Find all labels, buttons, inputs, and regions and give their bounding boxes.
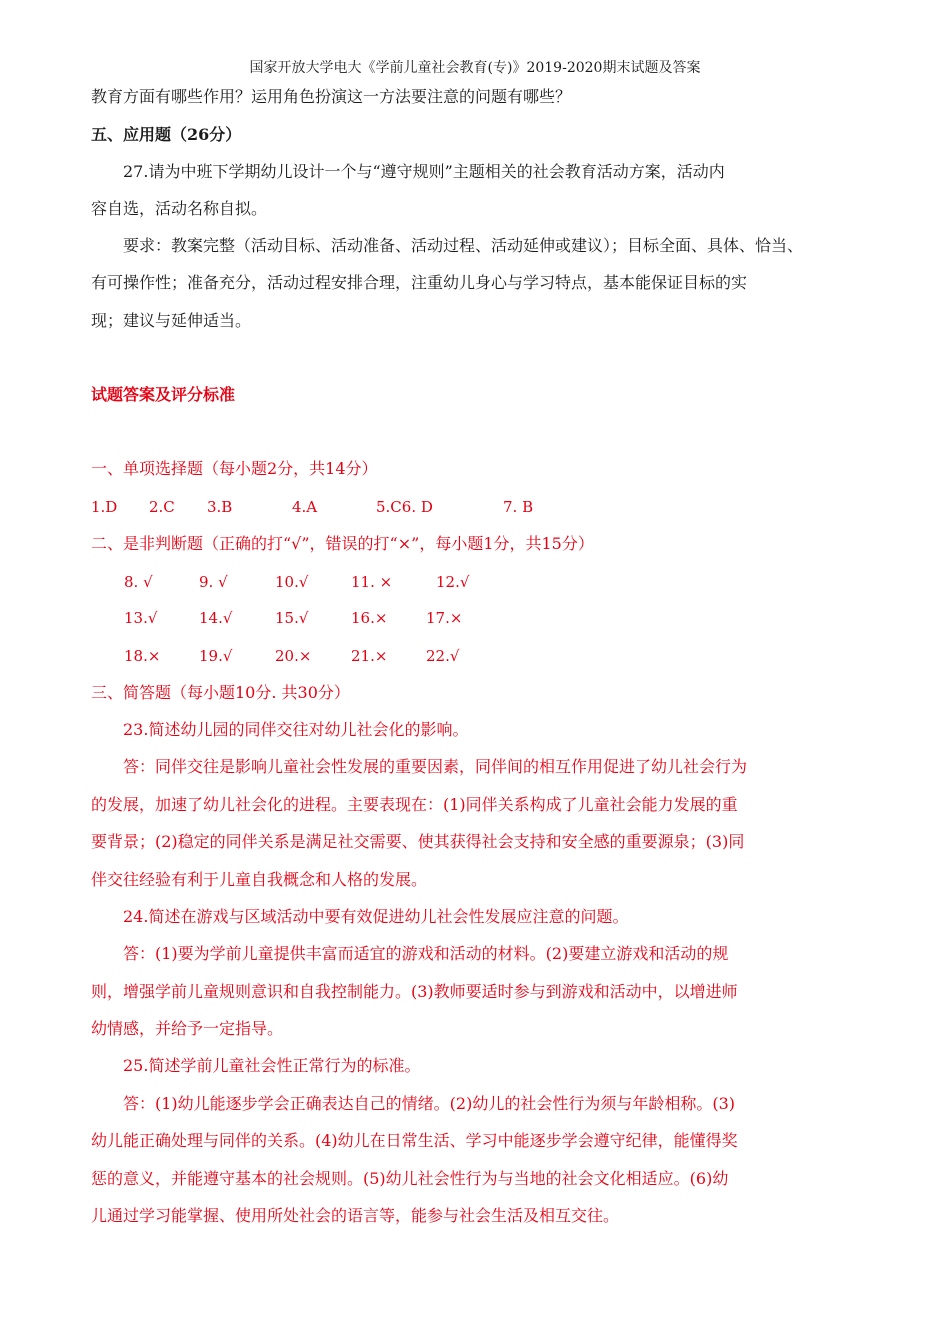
tf-answer: 8. √: [124, 573, 153, 591]
a24-line-3: 幼情感，并给予一定指导。: [91, 1019, 284, 1038]
a25-line-1: 答：(1)幼儿能逐步学会正确表达自己的情绪。(2)幼儿的社会性行为须与年龄相称。(3): [123, 1094, 735, 1113]
tf-answer: 9. √: [199, 573, 228, 591]
req-line-3: 现；建议与延伸适当。: [91, 311, 252, 330]
tf-title: 二、是非判断题（正确的打“√”，错误的打“×”，每小题1分，共15分）: [91, 534, 594, 553]
tf-answer: 11. ×: [351, 573, 393, 591]
tf-answer: 16.×: [351, 609, 388, 627]
tf-answer: 14.√: [199, 609, 233, 627]
a25-line-3: 惩的意义，并能遵守基本的社会规则。(5)幼儿社会性行为与当地的社会文化相适应。(6)幼: [91, 1169, 729, 1188]
mc-answer: 5.C6. D: [376, 498, 433, 516]
q25: 25.简述学前儿童社会性正常行为的标准。: [123, 1056, 421, 1075]
q23: 23.简述幼儿园的同伴交往对幼儿社会化的影响。: [123, 720, 469, 739]
a23-line-1: 答：同伴交往是影响儿童社会性发展的重要因素，同伴间的相互作用促进了幼儿社会行为: [123, 757, 748, 776]
a24-line-1: 答：(1)要为学前儿童提供丰富而适宜的游戏和活动的材料。(2)要建立游戏和活动的规: [123, 944, 729, 963]
q27-line-2: 容自选，活动名称自拟。: [91, 199, 268, 218]
a23-line-3: 要背景；(2)稳定的同伴关系是满足社交需要、使其获得社会支持和安全感的重要源泉；(3)同: [91, 832, 745, 851]
mc-answer: 3.B: [207, 498, 233, 516]
tf-answer: 20.×: [275, 647, 312, 665]
a23-line-4: 伴交往经验有利于儿童自我概念和人格的发展。: [91, 870, 428, 889]
req-line-1: 要求：教案完整（活动目标、活动准备、活动过程、活动延伸或建议）；目标全面、具体、恰当、: [123, 236, 804, 255]
mc-title: 一、单项选择题（每小题2分，共14分）: [91, 459, 378, 478]
q24: 24.简述在游戏与区域活动中要有效促进幼儿社会性发展应注意的问题。: [123, 907, 629, 926]
mc-answer: 4.A: [292, 498, 318, 516]
tf-answer: 10.√: [275, 573, 309, 591]
page-header: 国家开放大学电大《学前儿童社会教育(专)》2019-2020期末试题及答案: [249, 60, 701, 76]
mc-answer: 7. B: [503, 498, 534, 516]
answers-title: 试题答案及评分标准: [91, 385, 236, 404]
section5-title: 五、应用题（26分）: [91, 125, 242, 144]
tf-answer: 18.×: [124, 647, 161, 665]
tf-answer: 17.×: [426, 609, 463, 627]
intro-line: 教育方面有哪些作用？运用角色扮演这一方法要注意的问题有哪些？: [91, 87, 572, 106]
a24-line-2: 则，增强学前儿童规则意识和自我控制能力。(3)教师要适时参与到游戏和活动中，以增进师: [91, 982, 738, 1001]
tf-answer: 19.√: [199, 647, 233, 665]
mc-answer: 2.C: [149, 498, 175, 516]
tf-answer: 12.√: [436, 573, 470, 591]
tf-answer: 13.√: [124, 609, 158, 627]
a25-line-4: 儿通过学习能掌握、使用所处社会的语言等，能参与社会生活及相互交往。: [91, 1206, 620, 1225]
a25-line-2: 幼儿能正确处理与同伴的关系。(4)幼儿在日常生活、学习中能逐步学会遵守纪律，能懂得奖: [91, 1131, 738, 1150]
tf-answer: 22.√: [426, 647, 460, 665]
a23-line-2: 的发展，加速了幼儿社会化的进程。主要表现在：(1)同伴关系构成了儿童社会能力发展的重: [91, 795, 738, 814]
tf-answer: 15.√: [275, 609, 309, 627]
req-line-2: 有可操作性；准备充分，活动过程安排合理，注重幼儿身心与学习特点，基本能保证目标的实: [91, 273, 748, 292]
sa-title: 三、简答题（每小题10分. 共30分）: [91, 683, 350, 702]
tf-answer: 21.×: [351, 647, 388, 665]
mc-answer: 1.D: [91, 498, 118, 516]
q27-line-1: 27.请为中班下学期幼儿设计一个与“遵守规则”主题相关的社会教育活动方案，活动内: [123, 162, 725, 181]
